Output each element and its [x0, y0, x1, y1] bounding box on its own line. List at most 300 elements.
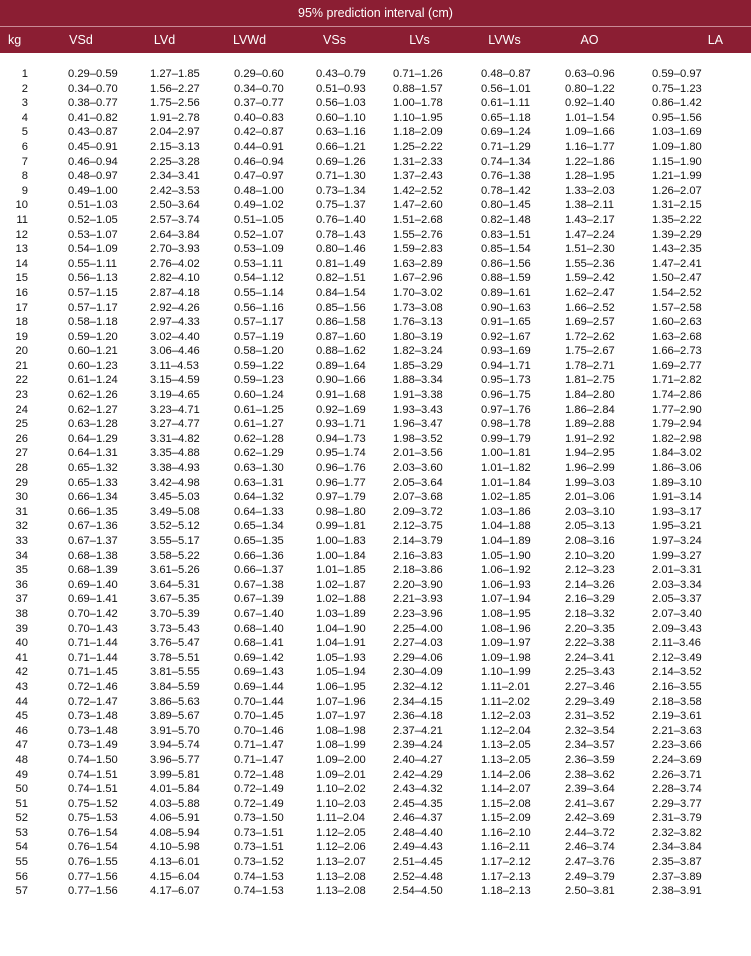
- cell-lvs: 1.76–3.13: [393, 316, 443, 329]
- cell-vsd: 0.65–1.32: [68, 462, 118, 475]
- cell-kg: 18: [15, 316, 28, 329]
- cell-lvws: 1.02–1.85: [481, 491, 531, 504]
- cell-vsd: 0.74–1.50: [68, 753, 118, 766]
- cell-lvd: 4.10–5.98: [150, 841, 200, 854]
- cell-vss: 0.99–1.81: [316, 520, 366, 533]
- cell-lvws: 0.85–1.54: [481, 243, 531, 256]
- cell-lvd: 3.06–4.46: [150, 345, 200, 358]
- table-row: [0, 67, 751, 82]
- cell-vsd: 0.55–1.11: [68, 257, 117, 270]
- cell-lvws: 0.82–1.48: [481, 213, 531, 226]
- cell-lvwd: 0.53–1.09: [234, 243, 284, 256]
- table-row: [0, 578, 751, 593]
- cell-lvs: 0.71–1.26: [393, 68, 443, 80]
- cell-la: 1.82–2.98: [652, 432, 702, 445]
- cell-vsd: 0.45–0.91: [68, 140, 118, 153]
- cell-vss: 1.02–1.88: [316, 593, 366, 606]
- cell-lvwd: 0.59–1.22: [234, 359, 284, 372]
- cell-lvd: 3.84–5.59: [150, 680, 200, 693]
- table-row: [0, 607, 751, 622]
- cell-lvws: 1.17–2.12: [481, 856, 531, 869]
- cell-lvws: 0.99–1.79: [481, 432, 531, 445]
- cell-vsd: 0.70–1.43: [68, 622, 118, 635]
- cell-kg: 20: [15, 345, 28, 358]
- cell-ao: 2.46–3.74: [565, 841, 615, 854]
- cell-lvd: 3.67–5.35: [150, 593, 200, 606]
- cell-vss: 0.96–1.77: [316, 476, 366, 489]
- cell-lvs: 0.88–1.57: [393, 82, 443, 95]
- cell-ao: 2.42–3.69: [565, 812, 615, 825]
- cell-ao: 2.47–3.76: [565, 856, 615, 869]
- cell-kg: 29: [15, 476, 28, 489]
- cell-lvs: 1.82–3.24: [393, 345, 443, 358]
- cell-kg: 45: [15, 710, 28, 723]
- cell-ao: 2.22–3.38: [565, 637, 615, 650]
- cell-lvwd: 0.53–1.11: [234, 257, 283, 270]
- cell-kg: 26: [15, 432, 28, 445]
- cell-lvwd: 0.46–0.94: [234, 155, 284, 168]
- cell-vss: 0.69–1.26: [316, 155, 366, 168]
- cell-kg: 9: [21, 184, 28, 197]
- cell-vsd: 0.61–1.24: [68, 374, 118, 387]
- cell-lvs: 2.16–3.83: [393, 549, 443, 562]
- cell-lvwd: 0.69–1.42: [234, 651, 284, 664]
- cell-lvs: 2.48–4.40: [393, 826, 443, 839]
- cell-la: 1.93–3.17: [652, 505, 702, 518]
- cell-la: 1.91–3.14: [652, 491, 702, 504]
- cell-lvd: 3.73–5.43: [150, 622, 200, 635]
- cell-vsd: 0.69–1.40: [68, 578, 118, 591]
- cell-lvs: 1.67–2.96: [393, 272, 443, 285]
- cell-vsd: 0.64–1.29: [68, 432, 118, 445]
- cell-lvwd: 0.29–0.60: [234, 68, 284, 80]
- table-row: [0, 549, 751, 564]
- cell-lvwd: 0.67–1.38: [234, 578, 284, 591]
- cell-kg: 13: [15, 243, 28, 256]
- table-row: [0, 592, 751, 607]
- cell-lvws: 1.16–2.10: [481, 826, 531, 839]
- cell-lvd: 3.02–4.40: [150, 330, 200, 343]
- cell-kg: 5: [21, 126, 28, 139]
- cell-vsd: 0.77–1.56: [68, 885, 118, 898]
- cell-ao: 2.29–3.49: [565, 695, 615, 708]
- cell-vsd: 0.34–0.70: [68, 82, 118, 95]
- cell-lvd: 2.15–3.13: [150, 140, 200, 153]
- table-row: [0, 169, 751, 184]
- cell-lvd: 3.52–5.12: [150, 520, 200, 533]
- cell-vsd: 0.29–0.59: [68, 68, 118, 80]
- cell-vss: 0.84–1.54: [316, 286, 366, 299]
- cell-lvd: 4.17–6.07: [150, 885, 200, 898]
- cell-lvs: 2.37–4.21: [393, 724, 443, 737]
- cell-lvd: 4.06–5.91: [150, 812, 200, 825]
- cell-ao: 1.43–2.17: [565, 213, 615, 226]
- cell-lvs: 1.73–3.08: [393, 301, 443, 314]
- cell-ao: 1.89–2.88: [565, 418, 615, 431]
- cell-la: 2.29–3.77: [652, 797, 702, 810]
- cell-ao: 2.18–3.32: [565, 607, 615, 620]
- cell-la: 1.84–3.02: [652, 447, 702, 460]
- cell-kg: 21: [15, 359, 28, 372]
- table-row: [0, 140, 751, 155]
- cell-kg: 47: [15, 739, 28, 752]
- cell-lvd: 2.92–4.26: [150, 301, 200, 314]
- cell-vss: 0.87–1.60: [316, 330, 366, 343]
- cell-lvws: 0.71–1.29: [481, 140, 531, 153]
- cell-la: 2.05–3.37: [652, 593, 702, 606]
- cell-lvws: 0.48–0.87: [481, 68, 531, 80]
- cell-vss: 0.93–1.71: [316, 418, 366, 431]
- table-row: [0, 636, 751, 651]
- cell-lvd: 3.35–4.88: [150, 447, 200, 460]
- table-row: [0, 388, 751, 403]
- cell-ao: 2.24–3.41: [565, 651, 615, 664]
- cell-la: 2.09–3.43: [652, 622, 702, 635]
- cell-lvws: 1.07–1.94: [481, 593, 531, 606]
- cell-lvwd: 0.42–0.87: [234, 126, 284, 139]
- cell-lvs: 2.27–4.03: [393, 637, 443, 650]
- cell-lvs: 2.42–4.29: [393, 768, 443, 781]
- cell-lvws: 0.93–1.69: [481, 345, 531, 358]
- cell-la: 1.99–3.27: [652, 549, 702, 562]
- cell-vsd: 0.64–1.31: [68, 447, 118, 460]
- cell-lvwd: 0.37–0.77: [234, 97, 284, 110]
- cell-lvd: 1.75–2.56: [150, 97, 200, 110]
- cell-vss: 0.63–1.16: [316, 126, 366, 139]
- cell-ao: 0.63–0.96: [565, 68, 615, 80]
- cell-lvws: 1.13–2.05: [481, 753, 531, 766]
- cell-lvd: 2.64–3.84: [150, 228, 200, 241]
- cell-lvd: 3.38–4.93: [150, 462, 200, 475]
- cell-lvd: 2.76–4.02: [150, 257, 200, 270]
- cell-kg: 30: [15, 491, 28, 504]
- column-header-lvws: LVWs: [488, 33, 521, 47]
- cell-vsd: 0.75–1.52: [68, 797, 118, 810]
- cell-vsd: 0.73–1.49: [68, 739, 118, 752]
- cell-lvws: 0.78–1.42: [481, 184, 531, 197]
- cell-la: 1.15–1.90: [652, 155, 702, 168]
- cell-vss: 1.08–1.99: [316, 739, 366, 752]
- cell-lvwd: 0.68–1.40: [234, 622, 284, 635]
- table-row: [0, 125, 751, 140]
- cell-vss: 1.00–1.84: [316, 549, 366, 562]
- table-row: [0, 709, 751, 724]
- cell-ao: 1.99–3.03: [565, 476, 615, 489]
- table-row: [0, 111, 751, 126]
- cell-lvs: 1.70–3.02: [393, 286, 443, 299]
- cell-vss: 1.13–2.07: [316, 856, 366, 869]
- cell-vsd: 0.60–1.21: [68, 345, 118, 358]
- cell-kg: 14: [15, 257, 28, 270]
- cell-lvs: 2.23–3.96: [393, 607, 443, 620]
- cell-vsd: 0.76–1.54: [68, 841, 118, 854]
- table-row: [0, 403, 751, 418]
- cell-lvd: 2.50–3.64: [150, 199, 200, 212]
- cell-lvws: 0.86–1.56: [481, 257, 531, 270]
- cell-ao: 2.44–3.72: [565, 826, 615, 839]
- cell-lvws: 1.09–1.98: [481, 651, 531, 664]
- cell-lvwd: 0.48–1.00: [234, 184, 284, 197]
- cell-lvwd: 0.56–1.16: [234, 301, 284, 314]
- cell-vsd: 0.68–1.38: [68, 549, 118, 562]
- cell-la: 1.43–2.35: [652, 243, 702, 256]
- cell-lvs: 2.43–4.32: [393, 783, 443, 796]
- cell-vss: 1.05–1.94: [316, 666, 366, 679]
- table-row: [0, 782, 751, 797]
- cell-lvs: 1.88–3.34: [393, 374, 443, 387]
- cell-lvs: 2.01–3.56: [393, 447, 443, 460]
- cell-vsd: 0.52–1.05: [68, 213, 118, 226]
- cell-lvwd: 0.64–1.32: [234, 491, 284, 504]
- cell-lvwd: 0.60–1.24: [234, 389, 284, 402]
- cell-ao: 2.34–3.57: [565, 739, 615, 752]
- cell-vss: 0.90–1.66: [316, 374, 366, 387]
- table-row: [0, 228, 751, 243]
- cell-lvws: 0.65–1.18: [481, 111, 531, 124]
- table-row: [0, 870, 751, 885]
- cell-lvws: 1.15–2.08: [481, 797, 531, 810]
- cell-lvd: 3.76–5.47: [150, 637, 200, 650]
- cell-lvs: 2.25–4.00: [393, 622, 443, 635]
- cell-lvws: 0.97–1.76: [481, 403, 531, 416]
- table-row: [0, 286, 751, 301]
- cell-vss: 0.66–1.21: [316, 140, 366, 153]
- cell-vsd: 0.73–1.48: [68, 710, 118, 723]
- cell-vsd: 0.58–1.18: [68, 316, 118, 329]
- cell-ao: 2.39–3.64: [565, 783, 615, 796]
- cell-ao: 2.14–3.26: [565, 578, 615, 591]
- cell-lvs: 1.91–3.38: [393, 389, 443, 402]
- cell-ao: 2.31–3.52: [565, 710, 615, 723]
- cell-kg: 55: [15, 856, 28, 869]
- cell-vsd: 0.57–1.15: [68, 286, 118, 299]
- cell-lvwd: 0.73–1.51: [234, 826, 284, 839]
- cell-lvs: 1.10–1.95: [393, 111, 443, 124]
- cell-kg: 15: [15, 272, 28, 285]
- cell-kg: 34: [15, 549, 28, 562]
- table-row: [0, 301, 751, 316]
- cell-lvd: 3.27–4.77: [150, 418, 200, 431]
- cell-ao: 1.81–2.75: [565, 374, 615, 387]
- cell-lvwd: 0.64–1.33: [234, 505, 284, 518]
- cell-lvws: 1.18–2.13: [481, 885, 531, 898]
- cell-vsd: 0.74–1.51: [68, 783, 118, 796]
- cell-vss: 1.06–1.95: [316, 680, 366, 693]
- cell-lvd: 2.87–4.18: [150, 286, 200, 299]
- cell-lvd: 2.25–3.28: [150, 155, 200, 168]
- cell-kg: 40: [15, 637, 28, 650]
- table-row: [0, 155, 751, 170]
- cell-vsd: 0.57–1.17: [68, 301, 118, 314]
- cell-vsd: 0.67–1.37: [68, 535, 118, 547]
- cell-ao: 1.16–1.77: [565, 140, 615, 153]
- cell-lvws: 1.06–1.92: [481, 564, 531, 577]
- cell-ao: 2.16–3.29: [565, 593, 615, 606]
- table-row: [0, 884, 751, 899]
- cell-vss: 1.05–1.93: [316, 651, 366, 664]
- cell-vsd: 0.62–1.26: [68, 389, 118, 402]
- table-row: [0, 622, 751, 637]
- cell-vss: 0.43–0.79: [316, 68, 366, 80]
- cell-vss: 1.13–2.08: [316, 870, 366, 883]
- cell-la: 1.26–2.07: [652, 184, 702, 197]
- cell-la: 1.31–2.15: [652, 199, 702, 212]
- cell-ao: 1.91–2.92: [565, 432, 615, 445]
- cell-vsd: 0.59–1.20: [68, 330, 118, 343]
- cell-vsd: 0.66–1.34: [68, 491, 118, 504]
- cell-vss: 0.73–1.34: [316, 184, 366, 197]
- cell-ao: 0.92–1.40: [565, 97, 615, 110]
- cell-kg: 52: [15, 812, 28, 825]
- cell-la: 1.89–3.10: [652, 476, 702, 489]
- cell-vsd: 0.56–1.13: [68, 272, 118, 285]
- cell-vss: 0.82–1.51: [316, 272, 366, 285]
- table-row: [0, 344, 751, 359]
- cell-la: 1.63–2.68: [652, 330, 702, 343]
- cell-lvws: 1.14–2.06: [481, 768, 531, 781]
- cell-la: 2.28–3.74: [652, 783, 702, 796]
- cell-kg: 37: [15, 593, 28, 606]
- cell-ao: 2.03–3.10: [565, 505, 615, 518]
- cell-vsd: 0.70–1.42: [68, 607, 118, 620]
- cell-vss: 1.04–1.91: [316, 637, 366, 650]
- cell-lvs: 1.93–3.43: [393, 403, 443, 416]
- cell-ao: 1.72–2.62: [565, 330, 615, 343]
- table-row: [0, 446, 751, 461]
- cell-lvws: 1.12–2.03: [481, 710, 531, 723]
- cell-ao: 2.20–3.35: [565, 622, 615, 635]
- cell-lvws: 0.69–1.24: [481, 126, 531, 139]
- table-row: [0, 519, 751, 534]
- cell-ao: 1.28–1.95: [565, 170, 615, 183]
- cell-kg: 51: [15, 797, 28, 810]
- cell-vss: 0.89–1.64: [316, 359, 366, 372]
- cell-ao: 2.36–3.59: [565, 753, 615, 766]
- cell-lvs: 2.34–4.15: [393, 695, 443, 708]
- table-row: [0, 96, 751, 111]
- cell-vsd: 0.46–0.94: [68, 155, 118, 168]
- cell-vss: 1.09–2.00: [316, 753, 366, 766]
- cell-lvs: 2.51–4.45: [393, 856, 443, 869]
- cell-ao: 1.51–2.30: [565, 243, 615, 256]
- cell-lvws: 1.11–2.02: [481, 695, 530, 708]
- cell-lvd: 3.23–4.71: [150, 403, 200, 416]
- cell-vsd: 0.41–0.82: [68, 111, 118, 124]
- cell-kg: 8: [21, 170, 28, 183]
- cell-vss: 0.76–1.40: [316, 213, 366, 226]
- table-row: [0, 242, 751, 257]
- table-row: [0, 271, 751, 286]
- cell-lvwd: 0.68–1.41: [234, 637, 284, 650]
- cell-lvws: 1.15–2.09: [481, 812, 531, 825]
- cell-lvwd: 0.74–1.53: [234, 885, 284, 898]
- cell-vsd: 0.43–0.87: [68, 126, 118, 139]
- cell-lvs: 2.14–3.79: [393, 535, 443, 547]
- cell-vsd: 0.62–1.27: [68, 403, 118, 416]
- cell-vsd: 0.51–1.03: [68, 199, 118, 212]
- cell-ao: 2.50–3.81: [565, 885, 615, 898]
- cell-vss: 1.07–1.97: [316, 710, 366, 723]
- cell-lvs: 1.85–3.29: [393, 359, 443, 372]
- cell-lvwd: 0.72–1.48: [234, 768, 284, 781]
- cell-la: 1.74–2.86: [652, 389, 702, 402]
- cell-lvd: 4.03–5.88: [150, 797, 200, 810]
- table-row: [0, 505, 751, 520]
- cell-lvs: 2.46–4.37: [393, 812, 443, 825]
- cell-ao: 1.94–2.95: [565, 447, 615, 460]
- cell-lvwd: 0.61–1.27: [234, 418, 284, 431]
- cell-lvd: 1.56–2.27: [150, 82, 200, 95]
- table-row: [0, 373, 751, 388]
- cell-kg: 41: [15, 651, 28, 664]
- cell-lvs: 2.20–3.90: [393, 578, 443, 591]
- cell-lvwd: 0.59–1.23: [234, 374, 284, 387]
- cell-kg: 50: [15, 783, 28, 796]
- table-row: [0, 198, 751, 213]
- cell-kg: 42: [15, 666, 28, 679]
- cell-vss: 0.85–1.56: [316, 301, 366, 314]
- cell-lvd: 4.13–6.01: [150, 856, 200, 869]
- cell-lvwd: 0.54–1.12: [234, 272, 284, 285]
- cell-lvws: 1.08–1.96: [481, 622, 531, 635]
- cell-lvs: 2.52–4.48: [393, 870, 443, 883]
- cell-lvws: 1.14–2.07: [481, 783, 531, 796]
- cell-vss: 0.95–1.74: [316, 447, 366, 460]
- cell-lvd: 3.42–4.98: [150, 476, 200, 489]
- column-header-kg: kg: [8, 33, 22, 47]
- cell-vss: 0.94–1.73: [316, 432, 366, 445]
- cell-kg: 1: [21, 68, 28, 80]
- cell-vsd: 0.71–1.44: [68, 637, 118, 650]
- cell-kg: 11: [16, 213, 28, 226]
- cell-lvs: 1.63–2.89: [393, 257, 443, 270]
- cell-kg: 10: [15, 199, 28, 212]
- cell-lvws: 1.01–1.82: [481, 462, 531, 475]
- cell-lvwd: 0.74–1.53: [234, 870, 284, 883]
- table-row: [0, 855, 751, 870]
- cell-la: 2.32–3.82: [652, 826, 702, 839]
- cell-lvws: 0.88–1.59: [481, 272, 531, 285]
- cell-vsd: 0.77–1.56: [68, 870, 118, 883]
- cell-kg: 19: [15, 330, 28, 343]
- table-row: [0, 82, 751, 97]
- table-row: [0, 840, 751, 855]
- column-header-ao: AO: [580, 33, 599, 47]
- cell-ao: 1.33–2.03: [565, 184, 615, 197]
- cell-lvws: 1.06–1.93: [481, 578, 531, 591]
- cell-lvws: 1.10–1.99: [481, 666, 531, 679]
- table-row: [0, 811, 751, 826]
- cell-lvwd: 0.57–1.19: [234, 330, 284, 343]
- table-row: [0, 651, 751, 666]
- cell-vss: 0.75–1.37: [316, 199, 366, 212]
- cell-vss: 1.13–2.08: [316, 885, 366, 898]
- cell-lvws: 0.89–1.61: [481, 286, 531, 299]
- cell-lvd: 3.31–4.82: [150, 432, 200, 445]
- column-header-lvwd: LVWd: [232, 33, 267, 47]
- cell-la: 1.35–2.22: [652, 213, 702, 226]
- cell-lvd: 3.99–5.81: [150, 768, 200, 781]
- table-row: [0, 184, 751, 199]
- cell-lvwd: 0.71–1.47: [234, 739, 284, 752]
- cell-kg: 17: [15, 301, 28, 314]
- cell-vss: 0.91–1.68: [316, 389, 366, 402]
- cell-ao: 2.01–3.06: [565, 491, 615, 504]
- cell-lvws: 0.76–1.38: [481, 170, 531, 183]
- cell-la: 2.38–3.91: [652, 885, 702, 898]
- cell-lvws: 0.80–1.45: [481, 199, 531, 212]
- cell-la: 2.12–3.49: [652, 651, 702, 664]
